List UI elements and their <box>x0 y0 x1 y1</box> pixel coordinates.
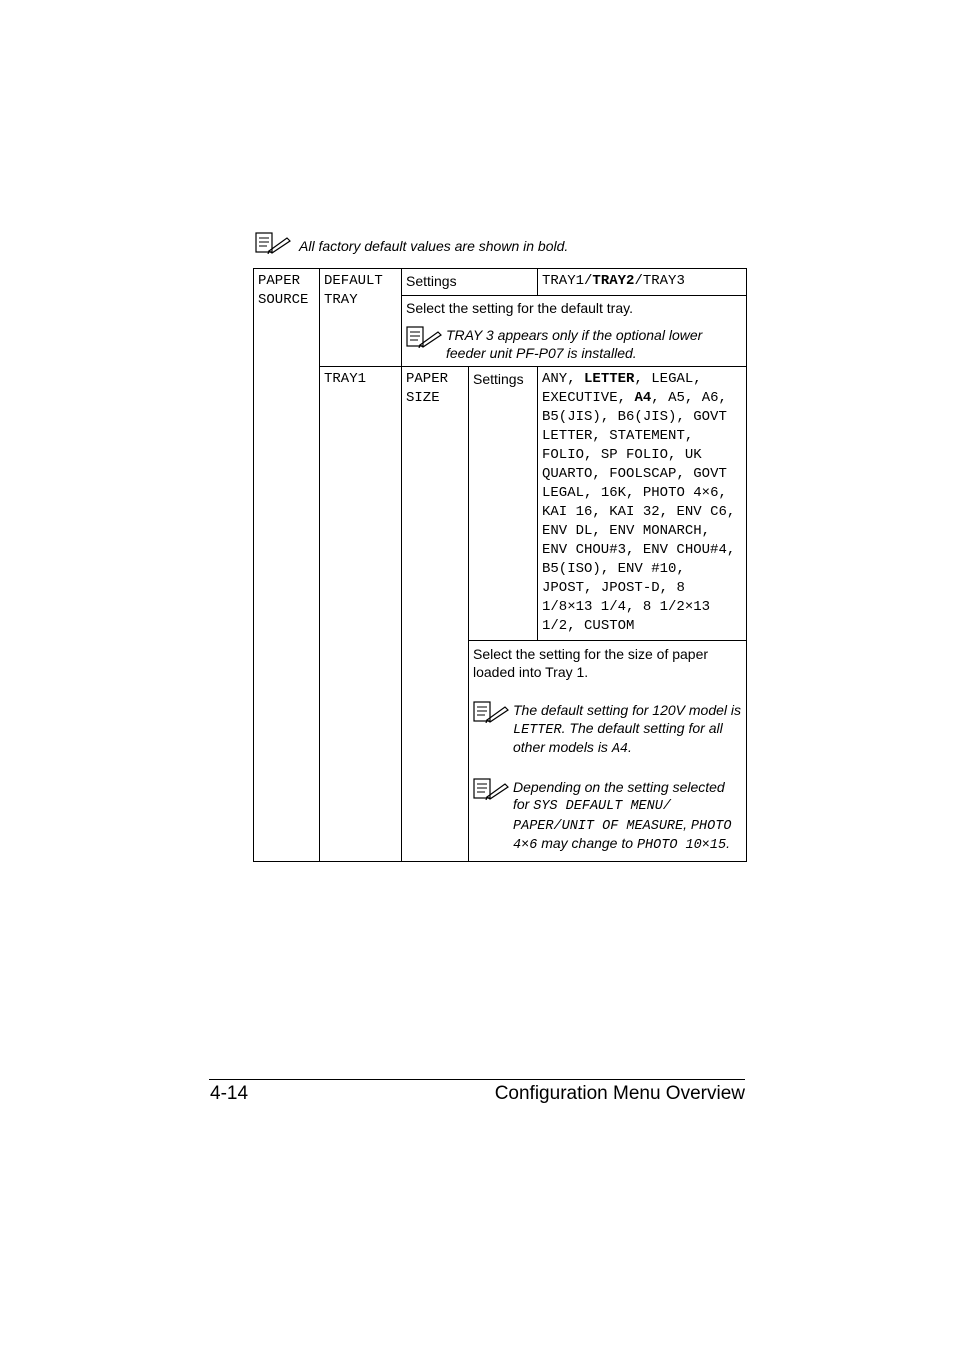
paper-size-option: ENV CHOU#4 <box>642 542 727 558</box>
default-tray-description-cell <box>402 296 747 367</box>
default-tray-option: TRAY1 <box>542 273 585 289</box>
photo-size-note <box>473 779 742 855</box>
paper-size-option: JPOST <box>542 580 585 596</box>
note1-text-2: . The default setting for all other models is <box>513 719 723 755</box>
paper-size-option: FOLIO <box>542 447 585 463</box>
paper-size-option: ENV C6 <box>676 504 727 520</box>
paper-size-option: B5(JIS) <box>542 409 601 425</box>
paper-size-option: GOVT LEGAL <box>542 466 727 501</box>
note1-code-letter: LETTER <box>513 722 562 738</box>
default-tray-option: TRAY3 <box>642 273 685 289</box>
note2-text-2: , <box>683 815 691 832</box>
page-number: 4-14 <box>210 1083 249 1104</box>
note-pen-icon <box>406 324 442 348</box>
note2-code-photo4x6: PHOTO 4×6 <box>513 818 732 853</box>
paper-size-option: GOVT LETTER <box>542 409 727 444</box>
paper-size-option: ENV #10 <box>617 561 677 577</box>
note-pen-icon <box>473 776 509 800</box>
paper-size-settings-label: Settings <box>469 367 538 641</box>
paper-size-option: LEGAL <box>651 371 694 387</box>
default-tray-description: Select the setting for the default tray. <box>406 300 633 316</box>
paper-size-option: ANY <box>542 371 568 387</box>
paper-size-option: JPOST-D <box>600 580 660 596</box>
default-tray-label-2: TRAY <box>324 292 358 308</box>
note1-text-3: . <box>628 739 632 755</box>
paper-size-description-cell <box>469 641 747 862</box>
default-tray-option: TRAY2 <box>592 273 635 289</box>
paper-size-option: KAI 16 <box>542 504 593 520</box>
note-pen-icon <box>473 699 509 723</box>
note2-code-photo10x15: PHOTO 10×15 <box>636 838 727 853</box>
paper-size-option: ENV MONARCH <box>609 523 702 539</box>
note2-text-3: may change to <box>537 835 637 851</box>
default-120v-note <box>473 702 742 759</box>
paper-size-option: A4 <box>634 390 652 406</box>
config-table <box>253 268 747 862</box>
factory-default-note-text: All factory default values are shown in bold. <box>299 238 569 254</box>
section-title: Configuration Menu Overview <box>494 1083 745 1104</box>
paper-size-cell <box>402 367 469 862</box>
paper-size-option: 8 1/8×13 1/4 <box>542 580 685 615</box>
paper-size-option: 16K <box>600 485 627 501</box>
paper-size-option: A6 <box>701 390 719 406</box>
paper-size-label-2: SIZE <box>406 390 440 406</box>
default-tray-cell <box>320 269 402 367</box>
tray1-cell: TRAY1 <box>320 367 402 862</box>
paper-size-description: Select the setting for the size of paper loaded into Tray 1. <box>473 646 709 680</box>
factory-default-note <box>255 230 745 258</box>
paper-size-option: ENV DL <box>542 523 593 539</box>
paper-size-option: PHOTO 4×6 <box>642 485 719 501</box>
paper-size-option: STATEMENT <box>609 428 685 444</box>
note2-code-menu: SYS DEFAULT MENU/ PAPER/UNIT OF MEASURE <box>513 799 684 834</box>
paper-size-options: ANY, LETTER, LEGAL, EXECUTIVE, A4, A5, A6, B5(JIS), B6(JIS), GOVT LETTER, STATEMENT, FOLIO, SP FOLIO, UK QUARTO, FOOLSCAP, GOVT LEGAL, 16K, PHOTO 4×6, KAI 16, KAI 32, ENV C6, ENV DL, ENV MONARCH, ENV CHOU#3, ENV CHOU#4, B5(ISO), ENV #10, JPOST, JPOST-D, 8 1/8×13 1/4, 8 1/2×13 1/2, CUSTOM <box>538 367 747 641</box>
note-pen-icon <box>255 230 291 254</box>
paper-size-option: B6(JIS) <box>617 409 677 425</box>
note1-code-a4: A4 <box>611 742 629 757</box>
default-tray-settings-label: Settings <box>402 269 538 296</box>
paper-size-option: A5 <box>668 390 685 406</box>
tray3-note <box>406 327 742 362</box>
paper-source-cell <box>254 269 320 862</box>
note2-text-4: . <box>726 835 730 851</box>
paper-size-option: 8 1/2×13 1/2 <box>542 599 711 634</box>
paper-size-option: EXECUTIVE <box>542 390 618 406</box>
paper-size-option: SP FOLIO <box>600 447 669 463</box>
paper-source-label-2: SOURCE <box>258 292 309 308</box>
note2-text-1: Depending on the setting selected for <box>513 778 725 812</box>
paper-size-option: FOOLSCAP <box>609 466 677 482</box>
paper-size-option: CUSTOM <box>584 618 635 634</box>
default-tray-options: TRAY1/TRAY2/TRAY3 <box>538 269 747 296</box>
paper-size-option: B5(ISO) <box>542 561 601 577</box>
tray3-note-text: TRAY 3 appears only if the optional lower feeder unit PF-P07 is installed. <box>446 327 703 361</box>
paper-size-option: UK QUARTO <box>542 447 702 482</box>
paper-source-label-1: PAPER <box>258 273 301 289</box>
paper-size-label-1: PAPER <box>406 371 449 387</box>
default-tray-label-1: DEFAULT <box>324 273 383 289</box>
note1-text-1: The default setting for 120V model is <box>513 702 742 718</box>
paper-size-option: LETTER <box>584 371 635 387</box>
footer-rule <box>209 1079 745 1080</box>
paper-size-option: ENV CHOU#3 <box>542 542 627 558</box>
paper-size-option: KAI 32 <box>609 504 660 520</box>
